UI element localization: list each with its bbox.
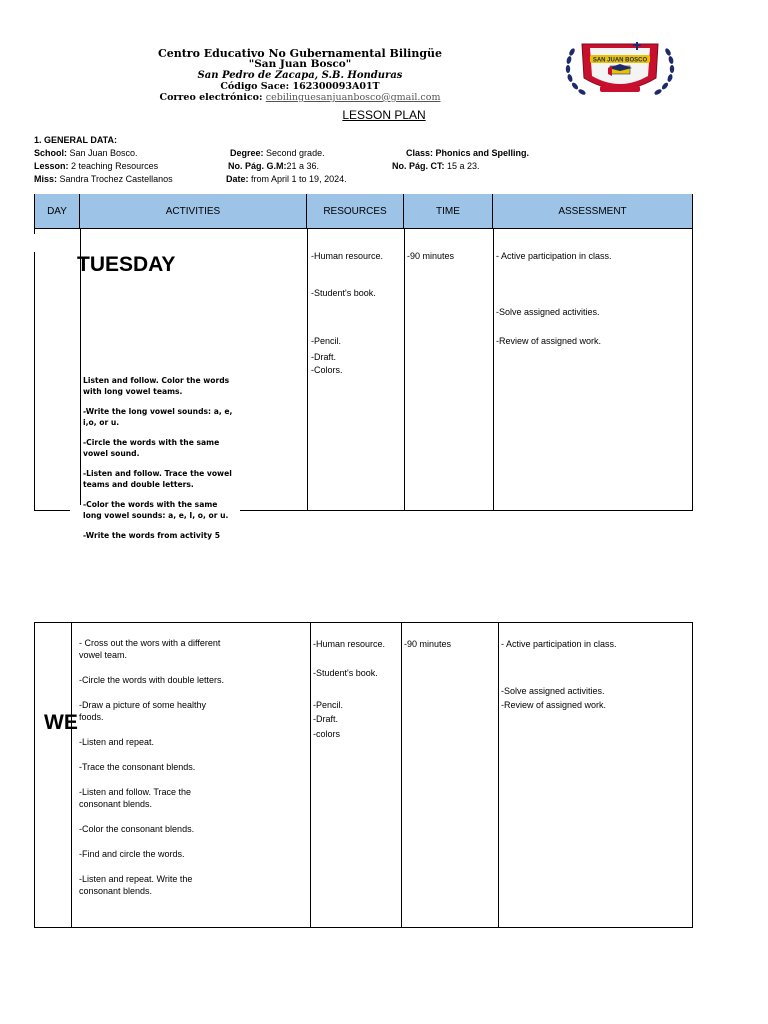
column-divider bbox=[307, 229, 308, 511]
resource-item: -Colors. bbox=[311, 365, 343, 375]
resource-item: -Student's book. bbox=[311, 288, 376, 298]
header-time: TIME bbox=[404, 194, 493, 229]
activity-item: -Write the words from activity 5 bbox=[83, 531, 220, 540]
header-activities: ACTIVITIES bbox=[80, 194, 307, 229]
school-field: School: San Juan Bosco. bbox=[34, 148, 138, 158]
activity-item: -Color the consonant blends. bbox=[79, 824, 195, 834]
assessment-item: -Solve assigned activities. bbox=[501, 686, 605, 696]
resource-item: -Pencil. bbox=[313, 700, 344, 710]
column-divider bbox=[71, 622, 72, 928]
resource-item: -Human resource. bbox=[311, 251, 384, 261]
resource-item: -Draft. bbox=[313, 714, 339, 724]
activities-list-tuesday bbox=[83, 376, 233, 552]
logo-banner-text: SAN JUAN BOSCO bbox=[592, 57, 648, 64]
teacher-field: Miss: Sandra Trochez Castellanos bbox=[34, 174, 173, 184]
activity-item: -Write the long vowel sounds: a, e, i,o, or u. bbox=[83, 407, 233, 427]
email-link[interactable]: cebilinguesanjuanbosco@gmail.com bbox=[265, 92, 441, 103]
activity-item: -Circle the words with double letters. bbox=[79, 675, 225, 685]
email-label: Correo electrónico: bbox=[159, 92, 263, 103]
day-label-tuesday: TUESDAY bbox=[77, 253, 176, 276]
assessment-item: -Review of assigned work. bbox=[496, 336, 602, 346]
day-label-wednesday: WE bbox=[44, 711, 78, 734]
activity-item: - Cross out the wors with a different vowel team. bbox=[79, 638, 221, 660]
activity-item: -Color the words with the same long vowel sounds: a, e, I, o, or u. bbox=[83, 500, 229, 520]
column-divider bbox=[310, 622, 311, 928]
activity-item: -Listen and repeat. bbox=[79, 737, 155, 747]
resource-item: -Draft. bbox=[311, 352, 337, 362]
assessment-item: -Solve assigned activities. bbox=[496, 307, 600, 317]
resource-item: -Student's book. bbox=[313, 668, 378, 678]
lesson-field: Lesson: 2 teaching Resources bbox=[34, 161, 159, 171]
page-title: LESSON PLAN bbox=[342, 108, 426, 122]
assessment-item: -Review of assigned work. bbox=[501, 700, 607, 710]
border-gap bbox=[33, 234, 36, 252]
activity-item: -Listen and repeat. Write the consonant blends. bbox=[79, 874, 193, 896]
activity-item: -Trace the consonant blends. bbox=[79, 762, 196, 772]
column-divider bbox=[498, 622, 499, 928]
school-header bbox=[100, 48, 500, 103]
school-name: Centro Educativo No Gubernamental Bilingüe bbox=[157, 47, 443, 60]
activity-item: -Circle the words with the same vowel sound. bbox=[83, 438, 220, 458]
time-value: -90 minutes bbox=[404, 639, 452, 649]
column-divider bbox=[404, 229, 405, 511]
header-resources: RESOURCES bbox=[307, 194, 404, 229]
ct-pages-field: No. Pág. CT: 15 a 23. bbox=[392, 161, 480, 171]
activity-item: Listen and follow. Color the words with long vowel teams. bbox=[83, 376, 230, 396]
assessment-item: - Active participation in class. bbox=[496, 251, 612, 261]
gm-pages-field: No. Pág. G.M:21 a 36. bbox=[228, 161, 320, 171]
activity-item: -Find and circle the words. bbox=[79, 849, 185, 859]
resource-item: -Pencil. bbox=[311, 336, 342, 346]
column-divider bbox=[493, 229, 494, 511]
school-address: San Pedro de Zacapa, S.B. Honduras bbox=[197, 70, 403, 81]
resource-item: -colors bbox=[313, 729, 341, 739]
time-value: -90 minutes bbox=[407, 251, 455, 261]
activity-item: -Listen and follow. Trace the consonant blends. bbox=[79, 787, 192, 809]
degree-field: Degree: Second grade. bbox=[230, 148, 325, 158]
header-day: DAY bbox=[35, 194, 80, 229]
date-field: Date: from April 1 to 19, 2024. bbox=[226, 174, 347, 184]
school-nickname: "San Juan Bosco" bbox=[248, 58, 352, 70]
class-field: Class: Phonics and Spelling. bbox=[406, 148, 530, 158]
school-logo bbox=[560, 38, 680, 102]
activity-item: -Draw a picture of some healthy foods. bbox=[79, 700, 207, 722]
school-email-line bbox=[100, 92, 500, 103]
activities-list-wednesday bbox=[79, 637, 229, 910]
header-assessment: ASSESSMENT bbox=[493, 194, 692, 229]
general-data-heading: 1. GENERAL DATA: bbox=[34, 135, 118, 145]
resource-item: -Human resource. bbox=[313, 639, 386, 649]
column-divider bbox=[401, 622, 402, 928]
activity-item: -Listen and follow. Trace the vowel teams and double letters. bbox=[83, 469, 232, 489]
assessment-item: - Active participation in class. bbox=[501, 639, 617, 649]
school-code: Código Sace: 162300093A01T bbox=[220, 81, 380, 92]
